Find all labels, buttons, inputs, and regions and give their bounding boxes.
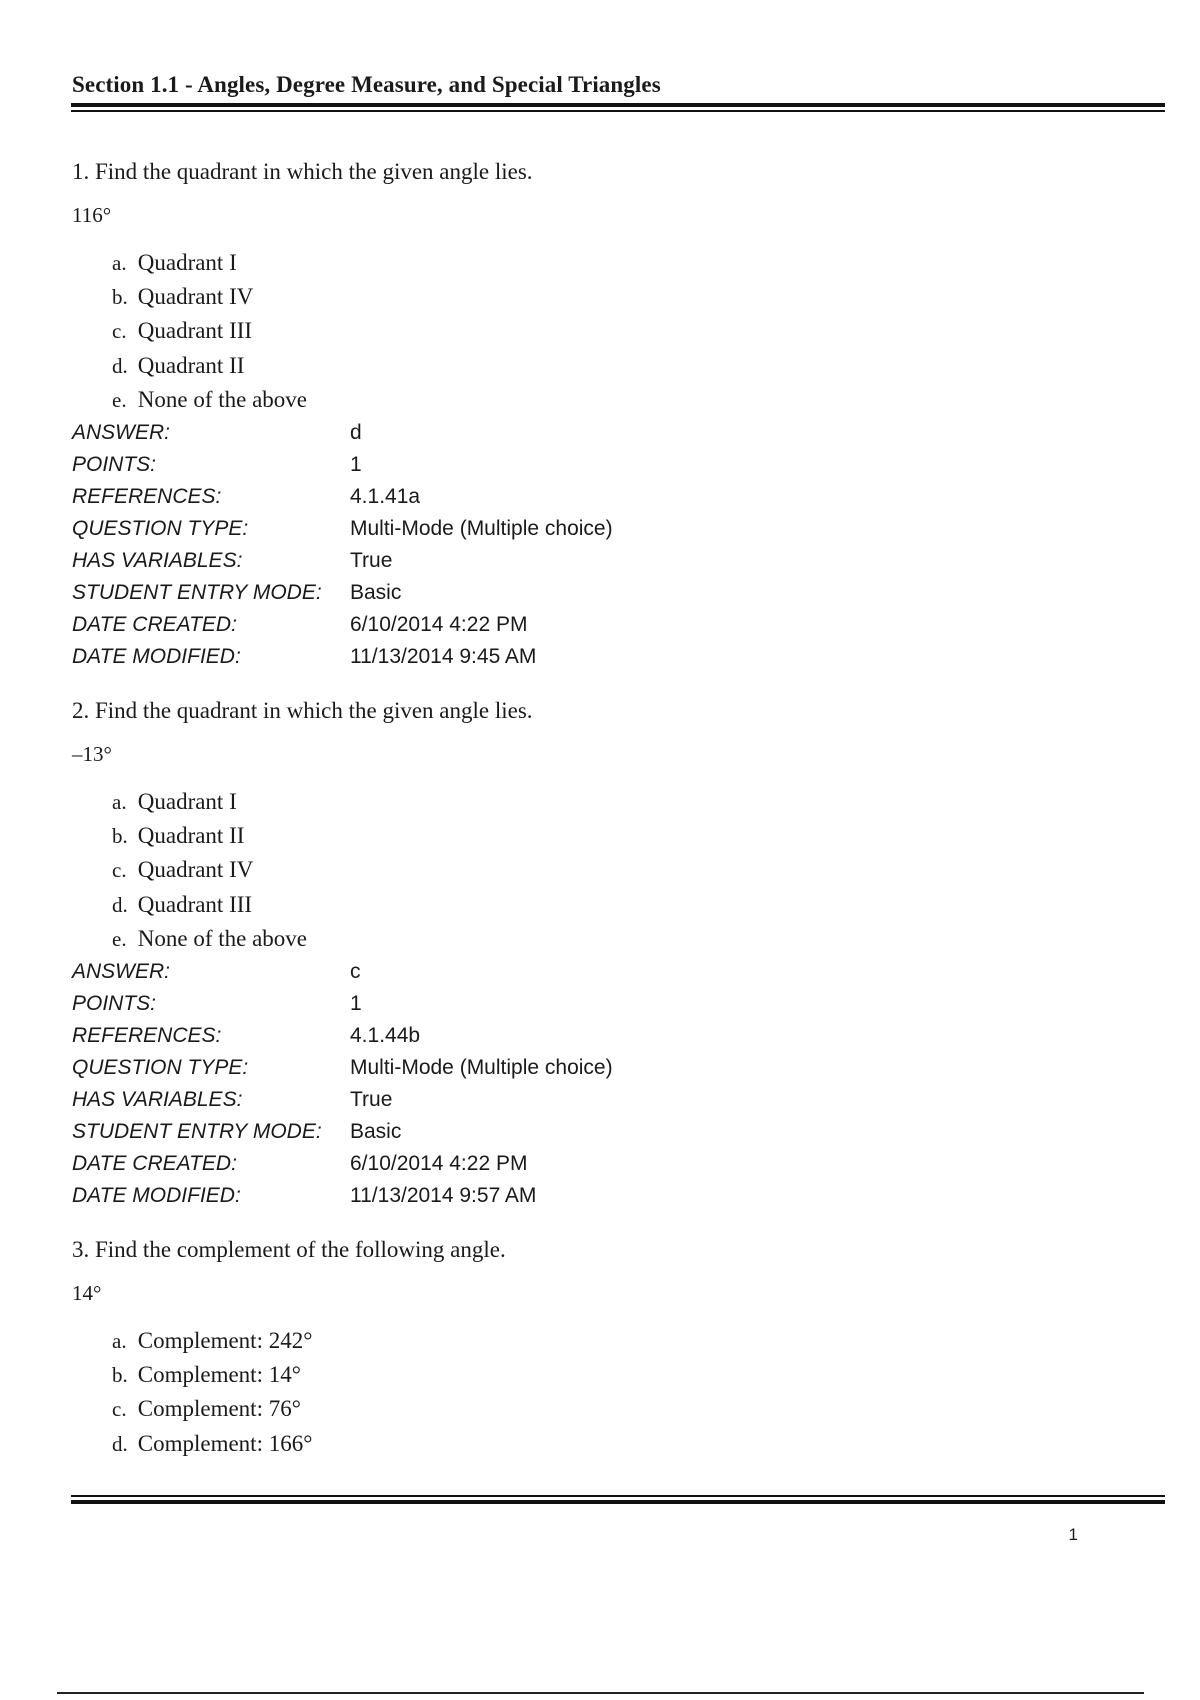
- meta-value: 1: [350, 452, 362, 476]
- meta-key: REFERENCES:: [72, 484, 222, 508]
- meta-row-answer: [72, 417, 1162, 449]
- meta-row-references: [72, 1020, 1162, 1052]
- meta-value: Multi-Mode (Multiple choice): [350, 1055, 613, 1079]
- meta-row-date-created: [72, 609, 1162, 641]
- choice-letter: c.: [112, 1397, 127, 1422]
- meta-value: 11/13/2014 9:57 AM: [350, 1183, 537, 1207]
- choice-text: Complement: 242°: [137, 1328, 313, 1353]
- choice-text: Quadrant III: [137, 891, 253, 917]
- choice-text: Quadrant IV: [137, 284, 254, 310]
- choice-letter: e.: [112, 926, 127, 951]
- choice-item: [112, 888, 1162, 922]
- choice-letter: b.: [112, 285, 128, 310]
- choice-text: Complement: 166°: [137, 1430, 313, 1456]
- meta-key: DATE CREATED:: [72, 612, 237, 636]
- choice-item: [112, 383, 1162, 417]
- choice-text: Quadrant III: [137, 318, 253, 344]
- choice-text: Quadrant II: [137, 352, 245, 378]
- choice-letter: b.: [112, 1363, 128, 1388]
- meta-value: d: [350, 420, 362, 444]
- meta-value: Multi-Mode (Multiple choice): [350, 516, 613, 540]
- meta-value: 4.1.41a: [350, 484, 421, 508]
- footer-rule-thin: [71, 1495, 1165, 1497]
- question-text: 3. Find the complement of the following angle.: [72, 1237, 506, 1262]
- meta-key: STUDENT ENTRY MODE:: [72, 1119, 322, 1143]
- choice-letter: d.: [112, 892, 128, 917]
- meta-value: Basic: [350, 1119, 402, 1143]
- meta-value: Basic: [350, 580, 402, 604]
- meta-value: 4.1.44b: [350, 1023, 421, 1047]
- choice-item: [112, 314, 1162, 348]
- meta-value: 1: [350, 991, 362, 1015]
- meta-value: 6/10/2014 4:22 PM: [350, 1151, 528, 1175]
- question-text: 2. Find the quadrant in which the given angle lies.: [72, 698, 533, 723]
- choice-letter: d.: [112, 1431, 128, 1456]
- meta-key: HAS VARIABLES:: [72, 548, 243, 572]
- header-rule-thin: [71, 110, 1165, 112]
- choice-item: [112, 246, 1162, 280]
- meta-key: POINTS:: [72, 452, 157, 476]
- choice-item: [112, 1392, 1162, 1426]
- choice-text: Quadrant II: [137, 823, 245, 849]
- meta-row-references: [72, 481, 1162, 513]
- question-value: 116°: [72, 203, 112, 227]
- meta-key: DATE CREATED:: [72, 1151, 237, 1175]
- question-text: 1. Find the quadrant in which the given angle lies.: [72, 159, 533, 184]
- meta-row-date-created: [72, 1148, 1162, 1180]
- choice-item: [112, 819, 1162, 853]
- meta-key: DATE MODIFIED:: [72, 644, 241, 668]
- choice-text: None of the above: [137, 925, 307, 951]
- question-2: [72, 696, 1162, 1212]
- question-value: 14°: [72, 1281, 102, 1305]
- choice-letter: c.: [112, 319, 127, 344]
- meta-row-answer: [72, 956, 1162, 988]
- meta-row-question-type: [72, 1052, 1162, 1084]
- choice-list: [72, 785, 1162, 956]
- meta-key: REFERENCES:: [72, 1023, 222, 1047]
- meta-row-has-variables: [72, 1084, 1162, 1116]
- choice-item: [112, 1427, 1162, 1461]
- meta-key: ANSWER:: [72, 959, 171, 983]
- choice-letter: e.: [112, 387, 127, 412]
- meta-row-date-modified: [72, 1180, 1162, 1212]
- meta-row-points: [72, 449, 1162, 481]
- question-3: [72, 1235, 1162, 1461]
- meta-row-question-type: [72, 513, 1162, 545]
- question-value: –13°: [72, 742, 112, 766]
- page-number: 1: [1068, 1525, 1078, 1544]
- choice-item: [112, 1358, 1162, 1392]
- section-title: Section 1.1 - Angles, Degree Measure, and Special Triangles: [72, 72, 661, 97]
- meta-row-date-modified: [72, 641, 1162, 673]
- choice-list: [72, 246, 1162, 417]
- question-metadata: [72, 956, 1162, 1212]
- meta-key: QUESTION TYPE:: [72, 1055, 249, 1079]
- choice-letter: a.: [112, 251, 127, 275]
- question-metadata: [72, 417, 1162, 673]
- meta-key: HAS VARIABLES:: [72, 1087, 243, 1111]
- choice-text: Complement: 76°: [137, 1396, 301, 1422]
- choice-text: Quadrant I: [137, 789, 237, 814]
- question-1: [72, 157, 1162, 673]
- choice-item: [112, 853, 1162, 887]
- meta-value: 6/10/2014 4:22 PM: [350, 612, 528, 636]
- meta-row-points: [72, 988, 1162, 1020]
- meta-key: QUESTION TYPE:: [72, 516, 249, 540]
- footer-rule-thick: [71, 1500, 1165, 1504]
- choice-item: [112, 349, 1162, 383]
- meta-value: True: [350, 548, 393, 572]
- choice-list: [72, 1324, 1162, 1461]
- meta-key: STUDENT ENTRY MODE:: [72, 580, 322, 604]
- choice-text: Complement: 14°: [137, 1362, 301, 1388]
- meta-value: c: [350, 959, 361, 983]
- choice-text: Quadrant IV: [137, 857, 254, 883]
- page-bottom-line: [57, 1692, 1144, 1694]
- choice-item: [112, 785, 1162, 819]
- choice-letter: c.: [112, 858, 127, 883]
- choice-letter: a.: [112, 1329, 127, 1353]
- meta-key: ANSWER:: [72, 420, 171, 444]
- meta-row-has-variables: [72, 545, 1162, 577]
- meta-row-student-entry-mode: [72, 577, 1162, 609]
- meta-value: True: [350, 1087, 393, 1111]
- choice-item: [112, 922, 1162, 956]
- choice-letter: d.: [112, 353, 128, 378]
- choice-letter: a.: [112, 790, 127, 814]
- choice-text: Quadrant I: [137, 250, 237, 275]
- choice-letter: b.: [112, 824, 128, 849]
- meta-row-student-entry-mode: [72, 1116, 1162, 1148]
- choice-text: None of the above: [137, 386, 307, 412]
- meta-value: 11/13/2014 9:45 AM: [350, 644, 537, 668]
- choice-item: [112, 280, 1162, 314]
- choice-item: [112, 1324, 1162, 1358]
- meta-key: POINTS:: [72, 991, 157, 1015]
- header-rule-thick: [71, 103, 1165, 107]
- meta-key: DATE MODIFIED:: [72, 1183, 241, 1207]
